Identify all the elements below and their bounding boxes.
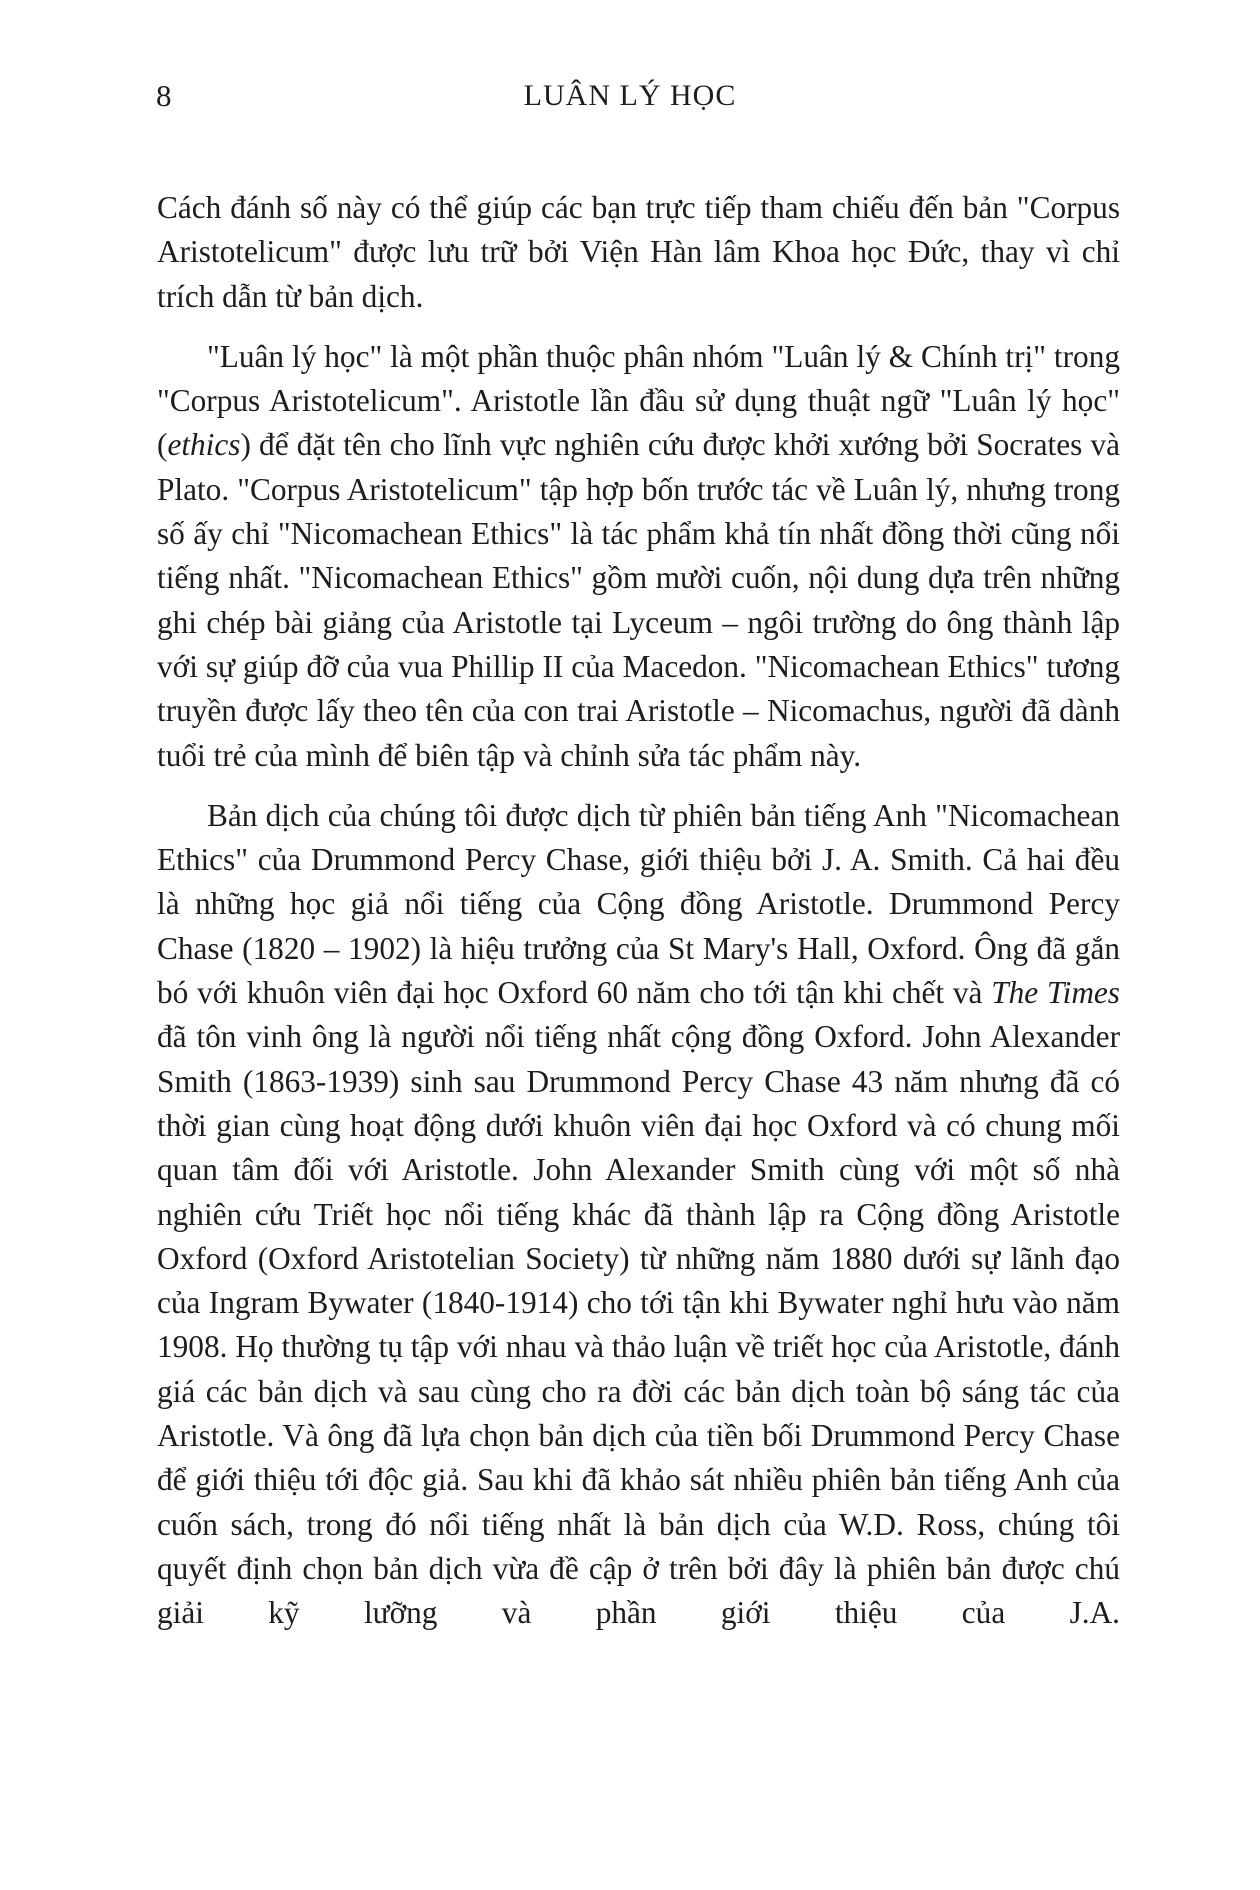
paragraph-2-text-a: "Luân lý học" là một phần thuộc phân nhóm "Luân lý & Chính trị" trong "Corpus Aristotelicum". Aristotle lần đầu sử dụng thuật ngữ "Luân lý học" ( — [157, 338, 1120, 463]
paragraph-3-text-b: đã tôn vinh ông là người nổi tiếng nhất cộng đồng Oxford. John Alexander Smith (1863-1939) sinh sau Drummond Percy Chase 43 năm nhưng đã có thời gian cùng hoạt động dưới khuôn viên đại học Oxford và có chung mối quan tâm đối với Aristotle. John Alexander Smith cùng với một số nhà nghiên cứu Triết học nổi tiếng khác đã thành lập ra Cộng đồng Aristotle Oxford (Oxford Aristotelian Society) từ những năm 1880 dưới sự lãnh đạo của Ingram Bywater (1840-1914) cho tới tận khi Bywater nghỉ hưu vào năm 1908. Họ thường tụ tập với nhau và thảo luận về triết học của Aristotle, đánh giá các bản dịch và sau cùng cho ra đời các bản dịch toàn bộ sáng tác của Aristotle. Và ông đã lựa chọn bản dịch của tiền bối Drummond Percy Chase để giới thiệu tới độc giả. Sau khi đã khảo sát nhiều phiên bản tiếng Anh của cuốn sách, trong đó nổi tiếng nhất là bản dịch của W.D. Ross, chúng tôi quyết định chọn bản dịch vừa đề cập ở trên bởi đây là phiên bản được chú giải kỹ lưỡng và phần giới thiệu của J.A. — [157, 1019, 1120, 1631]
page-header — [156, 74, 1104, 118]
paragraph-1 — [157, 186, 1120, 319]
body-text — [157, 186, 1120, 1652]
paragraph-2-italic-ethics: ethics — [167, 427, 241, 463]
paragraph-3-text-a: Bản dịch của chúng tôi được dịch từ phiên bản tiếng Anh "Nicomachean Ethics" của Drummond Percy Chase, giới thiệu bởi J. A. Smith. Cả hai đều là những học giả nổi tiếng của Cộng đồng Aristotle. Drummond Percy Chase (1820 – 1902) là hiệu trưởng của St Mary's Hall, Oxford. Ông đã gắn bó với khuôn viên đại học Oxford 60 năm cho tới tận khi chết và — [157, 797, 1120, 1011]
paragraph-3-italic-the-times: The Times — [991, 975, 1120, 1011]
page-number: 8 — [156, 78, 172, 113]
running-title: LUÂN LÝ HỌC — [523, 79, 737, 112]
paragraph-3 — [157, 794, 1120, 1636]
paragraph-2-text-b: ) để đặt tên cho lĩnh vực nghiên cứu được khởi xướng bởi Socrates và Plato. "Corpus Aristotelicum" tập hợp bốn trước tác về Luân lý, nhưng trong số ấy chỉ "Nicomachean Ethics" là tác phẩm khả tín nhất đồng thời cũng nổi tiếng nhất. "Nicomachean Ethics" gồm mười cuốn, nội dung dựa trên những ghi chép bài giảng của Aristotle tại Lyceum – ngôi trường do ông thành lập với sự giúp đỡ của vua Phillip II của Macedon. "Nicomachean Ethics" tương truyền được lấy theo tên của con trai Aristotle – Nicomachus, người đã dành tuổi trẻ của mình để biên tập và chỉnh sửa tác phẩm này. — [157, 427, 1120, 773]
paragraph-1-text: Cách đánh số này có thể giúp các bạn trực tiếp tham chiếu đến bản "Corpus Aristotelicum" được lưu trữ bởi Viện Hàn lâm Khoa học Đức, thay vì chỉ trích dẫn từ bản dịch. — [157, 190, 1120, 314]
paragraph-2 — [157, 335, 1120, 778]
